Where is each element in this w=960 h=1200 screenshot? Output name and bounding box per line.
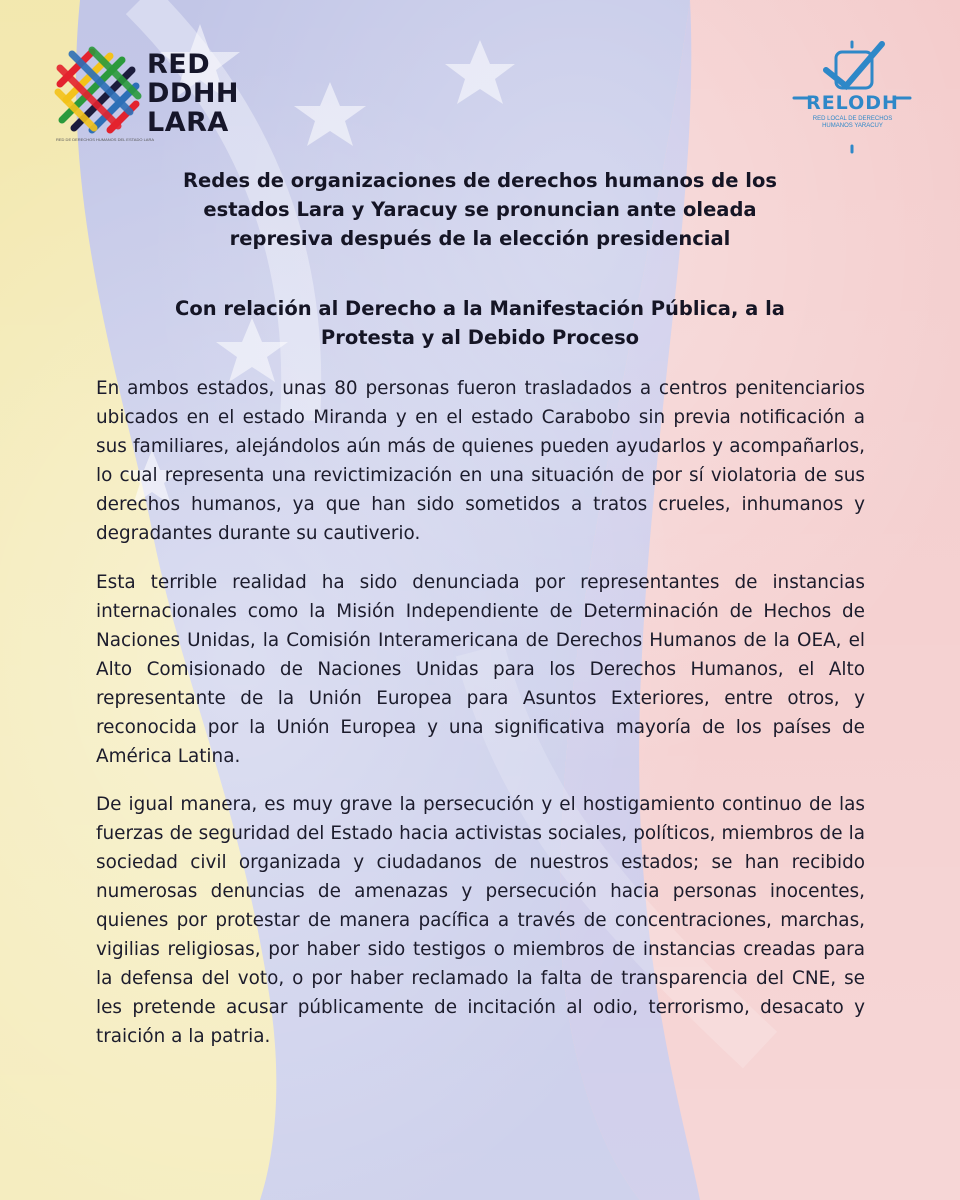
paragraph-persecucion: De igual manera, es muy grave la persecución y el hostigamiento continuo de las fuerzas de seguridad del Estado hacia activistas sociales, políticos, miembros de la sociedad civil organizada y ciudadanos de nuestros estados; se han recibido numerosas denuncias de amenazas y persecución hacia personas inocentes, quienes por protestar de manera pacífica a través de concentraciones, marchas, vigilias religiosas, por haber sido testigos o miembros de instancias creadas para la defensa del voto, o por haber reclamado la falta de transparencia del CNE, se les pretende acusar públicamente de incitación al odio, terrorismo, desacato y traición a la patria. bbox=[96, 794, 865, 1047]
weave-emblem-icon bbox=[52, 44, 144, 144]
relodh-logo bbox=[790, 40, 915, 155]
logo-wordmark bbox=[147, 50, 239, 137]
document-title bbox=[100, 166, 860, 253]
title-line: Redes de organizaciones de derechos humanos de los bbox=[183, 169, 777, 192]
logo-line-ddhh: DDHH bbox=[147, 78, 240, 109]
logo-line-lara: LARA bbox=[147, 107, 229, 138]
red-ddhh-lara-logo bbox=[52, 44, 240, 144]
subtitle-line: Protesta y al Debido Proceso bbox=[320, 326, 640, 349]
logo-tagline: RED DE DERECHOS HUMANOS DEL ESTADO LARA bbox=[56, 137, 155, 142]
logo-line-red: RED bbox=[147, 49, 211, 80]
paragraph-denuncias-internacionales: Esta terrible realidad ha sido denunciada por representantes de instancias internacionales como la Misión Independiente de Determinación de Hechos de Naciones Unidas, la Comisión Interamericana de Derechos Humanos de la OEA, el Alto Comisionado de Naciones Unidas para los Derechos Humanos, el Alto representante de la Unión Europea para Asuntos Exteriores, entre otros, y reconocida por la Unión Europea y una significativa mayoría de los países de América Latina. bbox=[96, 572, 865, 767]
title-line: estados Lara y Yaracuy se pronuncian ante oleada bbox=[203, 198, 757, 221]
paragraph-traslados: En ambos estados, unas 80 personas fueron trasladados a centros penitenciarios ubicados en el estado Miranda y en el estado Carabobo sin previa notificación a sus familiares, alejándolos aún más de quienes pueden ayudarlos y acompañarlos, lo cual representa una revictimización en una situación de por sí violatoria de sus derechos humanos, ya que han sido sometidos a tratos crueles, inhumanos y degradantes durante su cautiverio. bbox=[96, 378, 865, 544]
document-subtitle bbox=[100, 294, 860, 352]
relodh-subtitle: RED LOCAL DE DERECHOS HUMANOS YARACUY bbox=[812, 116, 893, 129]
relodh-name: RELODH bbox=[806, 92, 899, 114]
title-line: represiva después de la elección presidencial bbox=[229, 227, 731, 250]
subtitle-line: Con relación al Derecho a la Manifestación Pública, a la bbox=[175, 297, 785, 320]
